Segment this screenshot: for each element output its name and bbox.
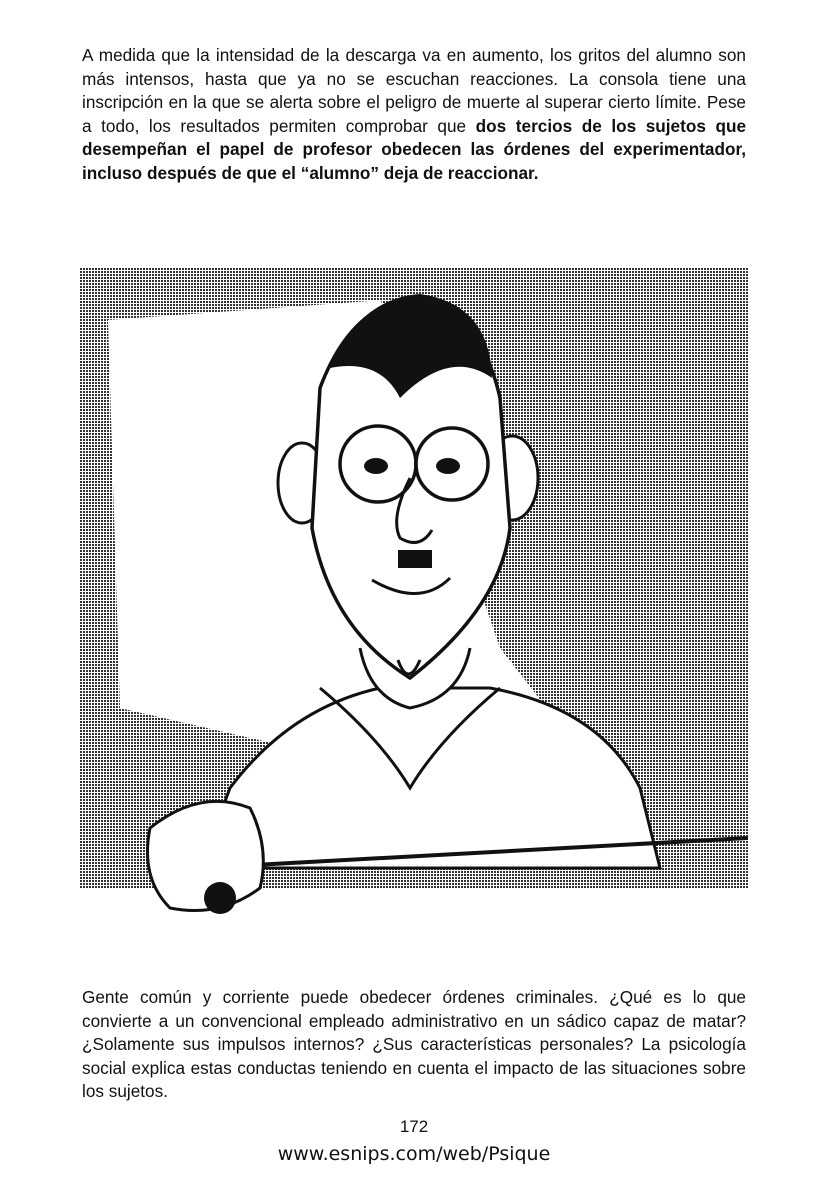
top-paragraph-intro: A medida que la intensidad de la descarga va en aumento, los gritos del alumno son más intensos, hasta que ya no se escuchan reacciones. La consola tiene una inscripción en la que se alerta sobre el peligro de muerte al superar cierto límite. Pese a todo, los resultados permiten comprobar que	[82, 45, 746, 136]
console-button-icon	[204, 882, 236, 914]
moustache	[398, 550, 432, 568]
bottom-paragraph: Gente común y corriente puede obedecer órdenes criminales. ¿Qué es lo que convierte a un convencional empleado administrativo en un sádico capaz de matar? ¿Solamente sus impulsos internos? ¿Sus características personales? La psicología social explica estas conductas teniendo en cuenta el impacto de las situaciones sobre los sujetos.	[82, 987, 746, 1102]
source-url: www.esnips.com/web/Psique	[277, 1143, 551, 1165]
right-eye	[436, 458, 460, 474]
top-paragraph-emphasis: dos tercios de los sujetos que desempeñan el papel de profesor obedecen las órdenes del experimentador, incluso después de que el “alumno” deja de reaccionar.	[82, 115, 747, 183]
caricature-illustration	[80, 268, 748, 924]
page-number: 172	[399, 1117, 429, 1136]
left-eye	[364, 458, 388, 474]
top-paragraph	[82, 44, 746, 186]
